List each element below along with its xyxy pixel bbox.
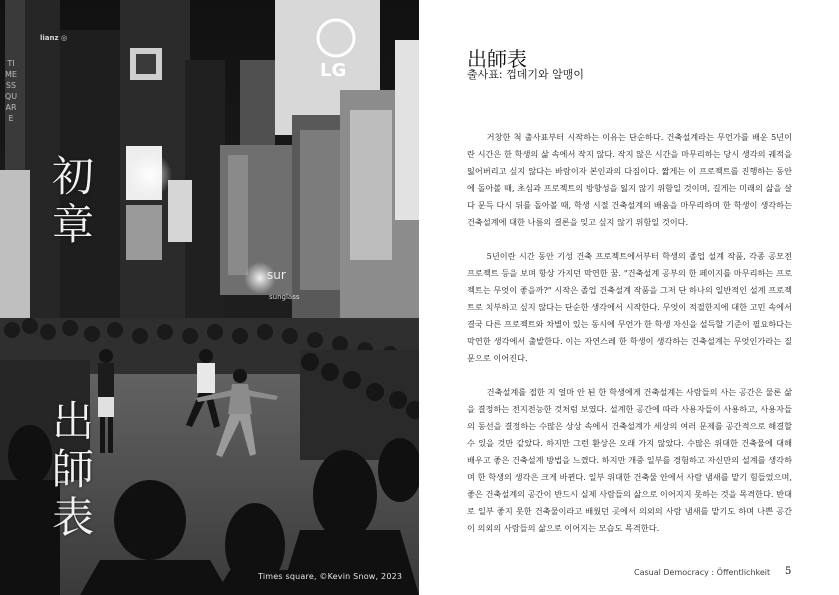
sun-sign: sur bbox=[267, 268, 286, 282]
photo-credit: Times square, ©Kevin Snow, 2023 bbox=[258, 572, 403, 581]
lianz-sign: lianz ◎ bbox=[40, 34, 68, 42]
text-page bbox=[419, 0, 839, 595]
vertical-title-char-1: 初 bbox=[52, 152, 95, 201]
body-text bbox=[467, 129, 792, 554]
vertical-title-char-4: 師 bbox=[52, 445, 95, 494]
photo-page bbox=[0, 0, 419, 595]
page-number: 5 bbox=[785, 566, 792, 577]
page-title: 出師表 bbox=[467, 47, 527, 71]
lg-sign: LG bbox=[320, 60, 347, 81]
sunglass-sign: sunglass bbox=[269, 293, 300, 301]
vertical-title-char-3: 出 bbox=[52, 397, 95, 446]
times-square-sign: TIMESSQUARE bbox=[4, 59, 18, 123]
paragraph-2: 5년이란 시간 동안 기성 건축 프로젝트에서부터 학생의 졸업 설계 작품, 각종 공모전 프로젝트 등을 보며 항상 가지던 막연한 꿈. "건축설계 공부의 한 페이지를 마무리하는 프로젝트는 무엇이 좋을까?" 시작은 졸업 건축설계 작품을 그저 단 하나의 일반적인 설계 프로젝트로 치부하고 싶지 않다는 단순한 생각에서 시작한다. 무엇이 적절한지에 대한 고민 속에서 결국 다른 프로젝트와 차별이 있는 동시에 무언가 한 학생 자신을 설득할 기준이 필요하다는 막연한 생각에서 출발한다. 이는 자연스레 한 학생이 생각하는 건축설계는 무엇인가라는 질문으로 이어진다. bbox=[467, 251, 792, 363]
running-footer: Casual Democracy : Öffentlichkeit bbox=[634, 568, 771, 577]
page-subtitle: 출사표: 껍데기와 알맹이 bbox=[467, 68, 584, 81]
vertical-title-char-5: 表 bbox=[52, 493, 95, 542]
paragraph-3: 건축설계를 접한 지 얼마 안 된 한 학생에게 건축설계는 사람들의 사는 공간은 물론 삶을 결정하는 전지전능한 것처럼 보였다. 설계한 공간에 따라 사용자들이 사용하고, 사용자들의 동선을 결정하는 수많은 상상 속에서 건축설계가 세상의 여러 문제를 공간적으로 해결할 수 있을 것만 같았다. 하지만 그런 환상은 오래 가지 않았다. 수많은 위대한 건축물에 대해 배우고 좋은 건축설계 방법을 느꼈다. 하지만 개중 일부를 경험하고 자신만의 설계를 생각하며 한 학생의 생각은 크게 바뀐다. 일부 위대한 건축물 안에서 사람 냄새를 맡기 힘들었으며, 좋은 건축설계의 공간이 반드시 실제 사람들의 삶으로 이어지지 못하는 것을 목격한다. 반대로 일부 좋지 못한 건축물이라고 배웠던 곳에서 의외의 사람 냄새를 맡기도 하며 나쁜 공간이 의외의 사람들의 삶으로 이어지는 모습도 목격한다. bbox=[467, 387, 792, 533]
vertical-title-char-2: 章 bbox=[52, 200, 95, 249]
paragraph-1: 거창한 척 출사표부터 시작하는 이유는 단순하다. 건축설계라는 무언가를 배운 5년이란 시간은 한 학생의 삶 속에서 작지 않다. 작지 않은 시간을 마무리하는 당시 생각의 궤적을 잃어버리고 싶지 않다는 바람이자 본인과의 다짐이다. 짧게는 이 프로젝트를 진행하는 동안에 돌아볼 때, 초심과 프로젝트의 방향성을 잃지 않기 위함일 것이며, 길게는 미래의 삶을 살다 문득 다시 뒤를 돌아볼 때, 학생 시절 건축설계의 배움을 마무리하며 한 학생이 생각하는 건축설계에 대한 나름의 결론을 잊고 싶지 않기 위함일 것이다. bbox=[467, 132, 792, 227]
